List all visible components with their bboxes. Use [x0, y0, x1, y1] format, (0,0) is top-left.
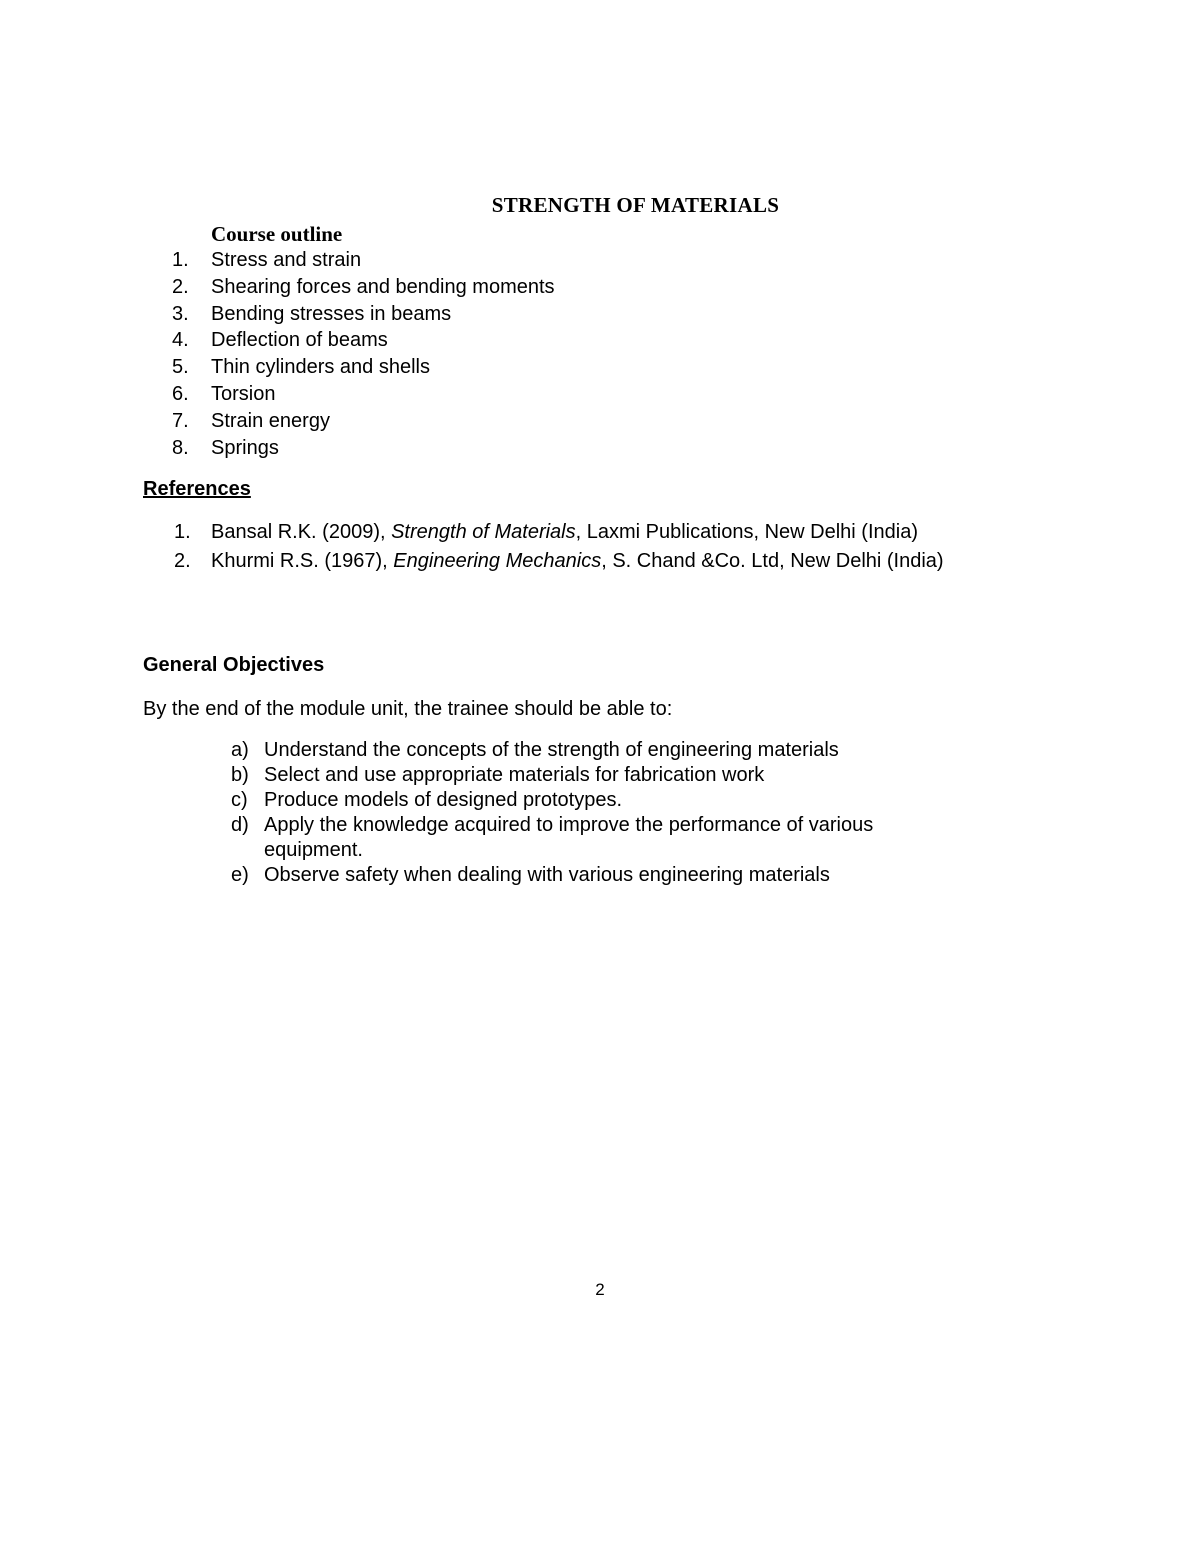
- list-number: 3.: [172, 302, 189, 325]
- list-text: Springs: [211, 436, 279, 459]
- list-letter: a): [231, 739, 249, 761]
- reference-book-title: Strength of Materials: [391, 521, 576, 543]
- reference-author: Khurmi R.S. (1967),: [211, 550, 394, 572]
- objective-item: [0, 863, 920, 888]
- reference-text: [211, 518, 918, 547]
- objective-item: [0, 813, 920, 863]
- objective-item: [0, 788, 920, 813]
- general-objectives-heading: General Objectives: [143, 654, 325, 676]
- objectives-intro: By the end of the module unit, the trainee should be able to:: [143, 698, 673, 720]
- list-number: 1.: [174, 521, 191, 543]
- document-title: STRENGTH OF MATERIALS: [491, 193, 780, 217]
- list-text: Thin cylinders and shells: [211, 356, 430, 379]
- references-heading: References: [143, 478, 251, 500]
- reference-book-title: Engineering Mechanics: [393, 550, 602, 572]
- list-text: Stress and strain: [211, 249, 362, 271]
- list-letter: d): [231, 814, 249, 836]
- list-text: Torsion: [211, 382, 276, 405]
- reference-text: [211, 547, 944, 576]
- objective-text: Understand the concepts of the strength of engineering materials: [264, 739, 839, 761]
- list-text: Bending stresses in beams: [211, 302, 452, 325]
- list-number: 8.: [172, 436, 189, 459]
- reference-author: Bansal R.K. (2009),: [211, 521, 392, 543]
- list-number: 6.: [172, 382, 189, 405]
- list-text: Deflection of beams: [211, 329, 388, 352]
- list-letter: b): [231, 764, 249, 786]
- list-text: Shearing forces and bending moments: [211, 275, 555, 298]
- objective-text: Produce models of designed prototypes.: [264, 789, 622, 811]
- objective-item: [0, 738, 920, 763]
- list-number: 2.: [172, 275, 189, 298]
- course-outline-heading: Course outline: [211, 222, 343, 246]
- list-number: 1.: [172, 249, 189, 271]
- objective-item: [0, 763, 920, 788]
- list-number: 7.: [172, 409, 189, 432]
- list-number: 2.: [174, 550, 191, 572]
- objectives-list: [0, 738, 920, 888]
- list-number: 5.: [172, 356, 189, 379]
- page-number: 2: [595, 1280, 605, 1299]
- objective-text: Select and use appropriate materials for fabrication work: [264, 764, 765, 786]
- list-letter: c): [231, 789, 248, 811]
- objective-text: Observe safety when dealing with various engineering materials: [264, 864, 830, 886]
- list-letter: e): [231, 864, 249, 886]
- reference-publisher: , S. Chand &Co. Ltd, New Delhi (India): [601, 550, 944, 572]
- objective-text: Apply the knowledge acquired to improve the performance of various equipment.: [264, 814, 874, 861]
- list-text: Strain energy: [211, 409, 330, 432]
- list-number: 4.: [172, 329, 189, 352]
- reference-publisher: , Laxmi Publications, New Delhi (India): [575, 521, 918, 543]
